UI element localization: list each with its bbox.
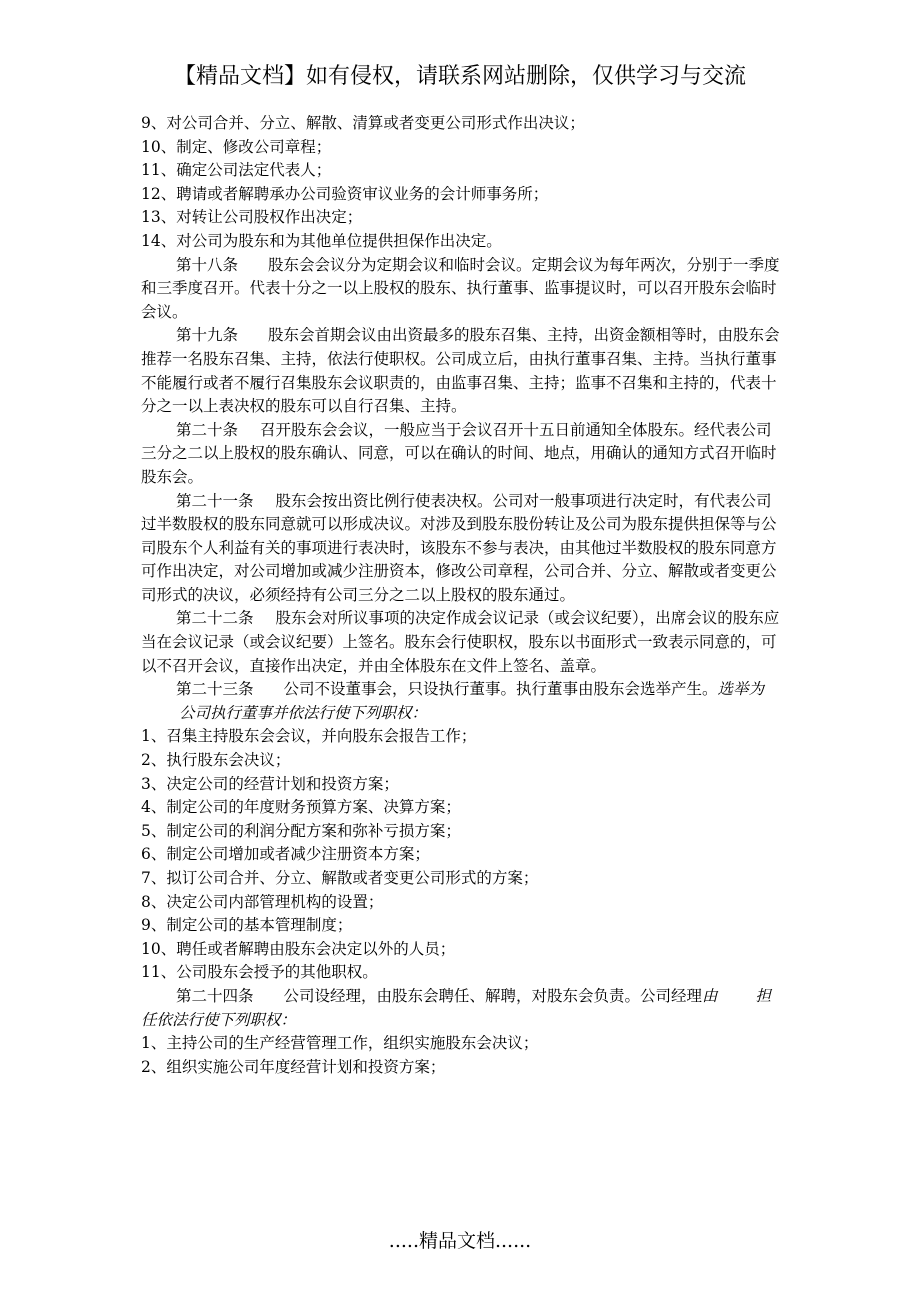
article-19 xyxy=(141,324,781,418)
list-item: 9、制定公司的基本管理制度； xyxy=(141,916,353,935)
list-item: 14、对公司为股东和为其他单位提供担保作出决定。 xyxy=(141,231,502,250)
article-label: 第二十三条 xyxy=(176,680,254,699)
article-label: 第二十条 xyxy=(176,420,239,439)
list-item: 6、制定公司增加或者减少注册资本方案； xyxy=(141,845,430,864)
article-text: 股东会首期会议由出资最多的股东召集、主持，出资金额相等时，由股东会推荐一名股东召集、主持，依法行使职权。公司成立后，由执行董事召集、主持。当执行董事不能履行或者不履行召集股东会议职责的，由监事召集、主持；监事不召集和主持的，代表十分之一以上表决权的股东可以自行召集、主持。 xyxy=(141,326,780,416)
list-item: 4、制定公司的年度财务预算方案、决算方案； xyxy=(141,798,461,817)
list-item: 11、公司股东会授予的其他职权。 xyxy=(141,963,378,982)
list-item: 10、制定、修改公司章程； xyxy=(141,137,332,156)
list-item: 13、对转让公司股权作出决定； xyxy=(141,208,363,227)
list-item: 7、拟订公司合并、分立、解散或者变更公司形式的方案； xyxy=(141,869,539,887)
list-item: 8、决定公司内部管理机构的设置； xyxy=(141,892,384,911)
article-italic-text: 担任依法行使下列职权： xyxy=(141,986,772,1029)
article-text: 股东会按出资比例行使表决权。公司对一般事项进行决定时，有代表公司过半数股权的股东同意就可以形成决议。对涉及到股东股份转让及公司为股东提供担保等与公司股东个人利益有关的事项进行表决时，该股东不参与表决，由其他过半数股权的股东同意方可作出决定，对公司增加或减少注册资本，修改公司章程，公司合并、分立、解散或者变更公司形式的决议，必须经持有公司三分之二以上股权的股东通过。 xyxy=(141,491,777,604)
list-item: 9、对公司合并、分立、解散、清算或者变更公司形式作出决议； xyxy=(141,114,585,132)
header-title: 【精品文档】如有侵权，请联系网站删除，仅供学习与交流 xyxy=(173,64,746,89)
article-22 xyxy=(141,607,781,678)
page-header xyxy=(0,62,920,92)
article-label: 第二十二条 xyxy=(176,609,254,628)
article-23 xyxy=(141,678,781,725)
page-footer xyxy=(0,1228,920,1254)
article-label: 第十九条 xyxy=(176,326,239,345)
article-20 xyxy=(141,419,781,490)
list-item: 10、聘任或者解聘由股东会决定以外的人员； xyxy=(141,939,456,958)
article-italic-text: 选举为 xyxy=(717,680,765,699)
footer-text: .....精品文档...... xyxy=(388,1230,532,1252)
article-21 xyxy=(141,490,781,608)
article-text: 公司设经理，由股东会聘任、解聘，对股东会负责。公司经理 xyxy=(283,986,703,1005)
article-text: 召开股东会会议，一般应当于会议召开十五日前通知全体股东。经代表公司三分之二以上股权的股东确认、同意，可以在确认的时间、地点，用确认的通知方式召开临时股东会。 xyxy=(141,420,777,486)
list-item: 11、确定公司法定代表人； xyxy=(141,161,332,180)
list-item: 12、聘请或者解聘承办公司验资审议业务的会计师事务所； xyxy=(141,184,549,203)
article-italic-text: 公司执行董事并依法行使下列职权： xyxy=(179,703,428,722)
list-item: 1、主持公司的生产经营管理工作，组织实施股东会决议； xyxy=(141,1034,539,1053)
list-item: 5、制定公司的利润分配方案和弥补亏损方案； xyxy=(141,821,461,840)
article-label: 第二十四条 xyxy=(176,986,254,1005)
list-item: 3、决定公司的经营计划和投资方案； xyxy=(141,774,399,793)
article-label: 第二十一条 xyxy=(176,491,254,510)
list-item: 1、召集主持股东会会议，并向股东会报告工作； xyxy=(141,727,477,746)
article-label: 第十八条 xyxy=(176,255,239,274)
article-text: 股东会会议分为定期会议和临时会议。定期会议为每年两次，分别于一季度和三季度召开。代表十分之一以上股权的股东、执行董事、监事提议时，可以召开股东会临时会议。 xyxy=(141,255,780,321)
document-body xyxy=(141,112,781,1079)
article-italic-text: 由 xyxy=(702,986,718,1005)
article-text: 公司不设董事会，只设执行董事。执行董事由股东会选举产生。 xyxy=(283,680,718,699)
article-18 xyxy=(141,254,781,325)
list-item: 2、执行股东会决议； xyxy=(141,751,291,770)
article-text: 股东会对所议事项的决定作成会议记录（或会议纪要），出席会议的股东应当在会议记录（或会议纪要）上签名。股东会行使职权，股东以书面形式一致表示同意的，可以不召开会议，直接作出决定，并由全体股东在文件上签名、盖章。 xyxy=(141,609,780,675)
list-item: 2、组织实施公司年度经营计划和投资方案； xyxy=(141,1057,446,1076)
article-24 xyxy=(141,985,781,1032)
